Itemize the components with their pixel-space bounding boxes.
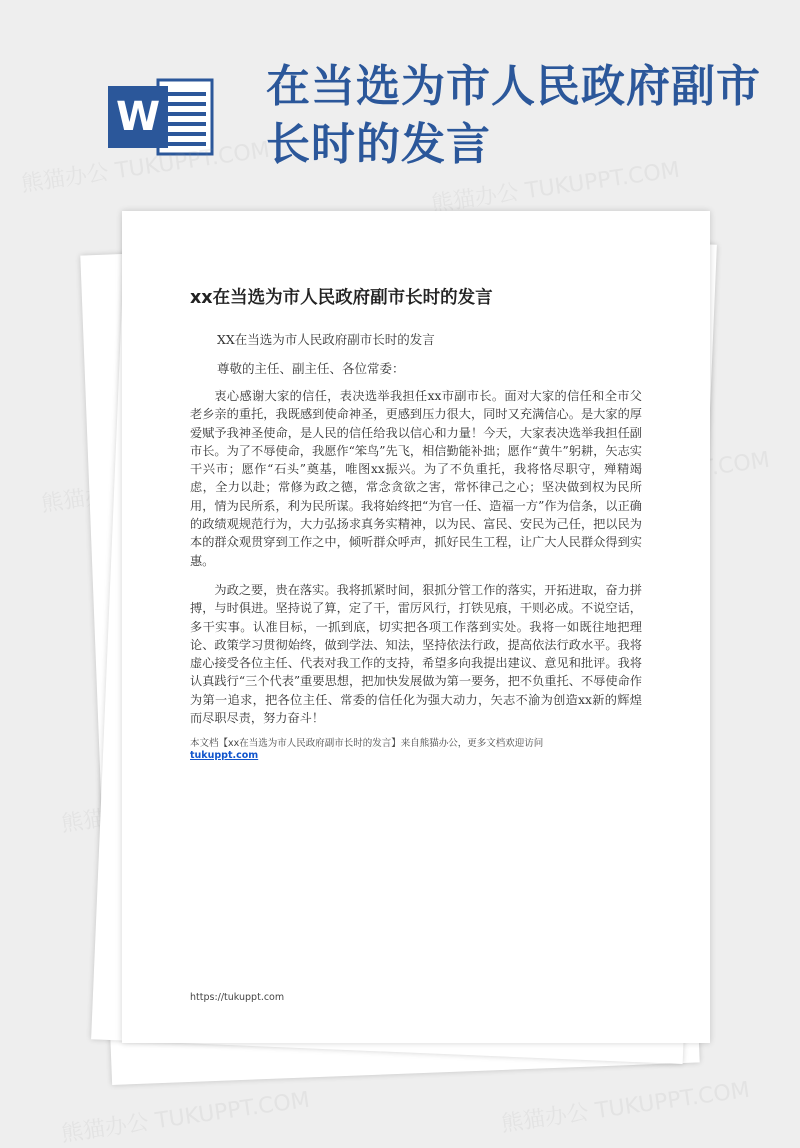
watermark: 熊猫办公 TUKUPPT.COM	[429, 157, 682, 218]
greeting-line: 尊敬的主任、副主任、各位常委：	[217, 361, 405, 376]
body-paragraph: 衷心感谢大家的信任，表决选举我担任xx市副市长。面对大家的信任和全市父老乡亲的重托，我既感到使命神圣，更感到压力很大，同时又充满信心。是大家的厚爱赋予我神圣使命，是人民的信任给我以信心和力量！今天，大家表决选举我担任副市长。为了不辱使命，我愿作“笨鸟”先飞，相信勤能补拙；愿作“黄牛”躬耕，矢志实干兴市；愿作“石头”奠基，唯图xx振兴。为了不负重托，我将恪尽职守，殚精竭虑，全力以赴；常修为政之德，常念贪欲之害，常怀律己之心；坚决做到权为民所用，情为民所系，利为民所谋。我将始终把“为官一任、造福一方”作为信条，以正确的政绩观规范行为，大力弘扬求真务实精神，以为民、富民、安民为己任，把以民为本的群众观贯穿到工作之中，倾听群众呼声，抓好民生工程，让广大人民群众得到实惠。	[190, 389, 642, 568]
watermark: 熊猫办公	[39, 480, 131, 518]
watermark: 熊猫办公 TUKUPPT.COM	[19, 137, 272, 198]
footnote-text: 本文档【xx在当选为市人民政府副市长时的发言】来自熊猫办公，更多文档欢迎访问	[190, 738, 544, 749]
word-icon-letter: W	[115, 94, 161, 140]
footnote-link[interactable]: tukuppt.com	[190, 750, 259, 761]
source-footnote	[190, 738, 660, 762]
document-subtitle: XX在当选为市人民政府副市长时的发言	[217, 332, 435, 347]
watermark: 熊猫办公 TUKUPPT.COM	[499, 1077, 752, 1138]
hero-title: 在当选为市人民政府副市长时的发言	[266, 61, 761, 170]
document-page	[122, 211, 710, 1043]
document-title: xx在当选为市人民政府副市长时的发言	[190, 288, 493, 308]
body-paragraph: 为政之要，贵在落实。我将抓紧时间，狠抓分管工作的落实，开拓进取，奋力拼搏，与时俱进。坚持说了算，定了干，雷厉风行，打铁见痕，干则必成。不说空话，多干实事。认准目标，一抓到底，切实把各项工作落到实处。我将一如既往地把理论、政策学习贯彻始终，做到学法、知法，坚持依法行政，提高依法行政水平。我将虚心接受各位主任、代表对我工作的支持，希望多向我提出建议、意见和批评。我将认真践行“三个代表”重要思想，把加快发展做为第一要务，把不负重托、不辱使命作为第一追求，把各位主任、常委的信任化为强大动力，矢志不渝为创造xx新的辉煌而尽职尽责，努力奋斗！	[190, 583, 642, 726]
page-footer-url: https://tukuppt.com	[190, 992, 285, 1003]
watermark: 熊猫办公 TUKUPPT.COM	[59, 1087, 312, 1148]
word-app-icon	[108, 74, 214, 160]
